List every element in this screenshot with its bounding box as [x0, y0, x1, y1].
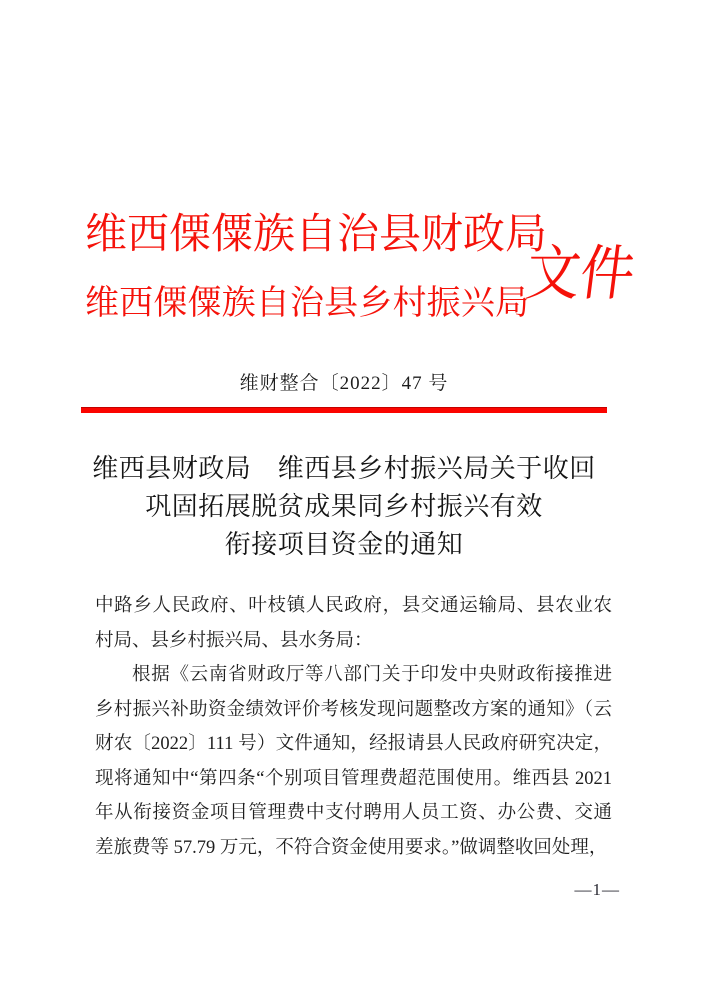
document-body: [95, 589, 612, 865]
document-title-line-1: 维西县财政局 维西县乡村振兴局关于收回: [92, 454, 596, 483]
document-title-line-3: 衔接项目资金的通知: [224, 530, 464, 559]
page-number: —1—: [574, 880, 620, 899]
salutation-paragraph: 中路乡人民政府、叶枝镇人民政府，县交通运输局、县农业农村局、县乡村振兴局、县水务局：: [95, 596, 612, 651]
letterhead-issuer-line1: 维西傈僳族自治县财政局: [85, 212, 548, 258]
document-title-line-2: 巩固拓展脱贫成果同乡村振兴有效: [145, 492, 543, 521]
letterhead-document-word: 文件: [522, 241, 639, 307]
letterhead: [85, 210, 548, 325]
red-separator-rule: [81, 407, 607, 413]
body-paragraph-1: 根据《云南省财政厅等八部门关于印发中央财政衔接推进乡村振兴补助资金绩效评价考核发现问题整改方案的通知》（云财农〔2022〕111 号）文件通知，经报请县人民政府研究决定，现将通知中“第四条“个别项目管理费超范围使用。维西县 2021 年从衔接资金项目管理费中支付聘用人员工资、办公费、交通差旅费等 57.79 万元，不符合资金使用要求。”做调整收回处理，: [95, 665, 612, 858]
document-title: [81, 450, 607, 564]
letterhead-issuer-line2: 维西傈僳族自治县乡村振兴局: [85, 285, 529, 322]
document-number: 维财整合〔2022〕47 号: [239, 373, 449, 394]
